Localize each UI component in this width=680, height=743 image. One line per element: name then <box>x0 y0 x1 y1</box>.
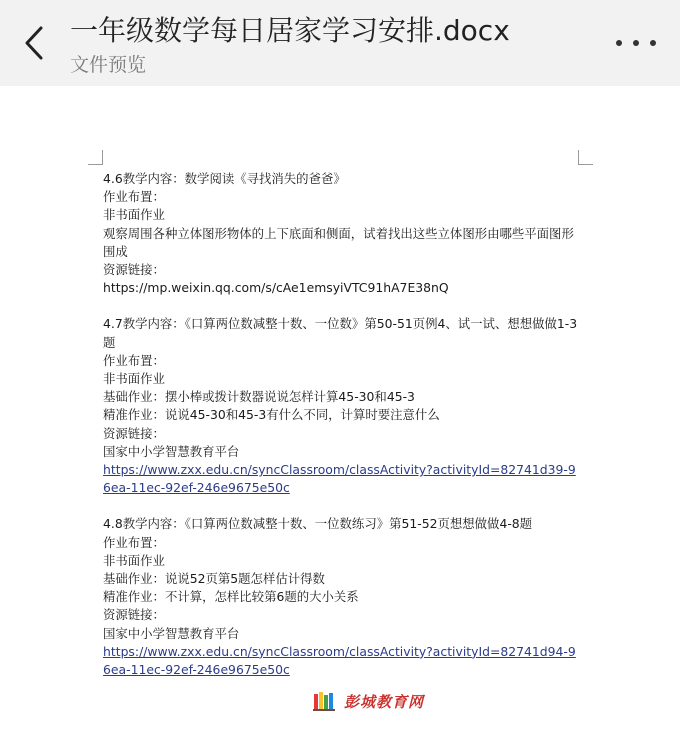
more-dot-icon <box>633 40 639 46</box>
more-dot-icon <box>650 40 656 46</box>
back-button[interactable] <box>14 20 54 66</box>
document-preview[interactable] <box>0 86 680 743</box>
doc-line: 观察周围各种立体图形物体的上下底面和侧面，试着找出这些立体图形由哪些平面图形围成 <box>103 225 574 259</box>
resource-link[interactable]: https://www.zxx.edu.cn/syncClassroom/classActivity?activityId=82741d39-96ea-11ec-92ef-246e9675e50c <box>103 462 576 496</box>
doc-line: 精准作业：说说45-30和45-3有什么不同，计算时要注意什么 <box>103 407 440 423</box>
section-title: 4.8教学内容：《口算两位数减整十数、一位数练习》第51-52页想想做做4-8题 <box>103 516 533 532</box>
doc-line: 资源链接： <box>103 425 165 441</box>
doc-line: 基础作业：摆小棒或拨计数器说说怎样计算45-30和45-3 <box>103 389 415 405</box>
resource-link[interactable]: https://www.zxx.edu.cn/syncClassroom/classActivity?activityId=82741d94-96ea-11ec-92ef-246e9675e50c <box>103 643 576 678</box>
books-logo-icon <box>312 690 338 712</box>
section-title: 4.7教学内容：《口算两位数减整十数、一位数》第50-51页例4、试一试、想想做做1-3题 <box>103 316 578 350</box>
page-corner-mark <box>578 150 593 165</box>
doc-line: 作业布置： <box>103 534 165 550</box>
doc-line: 非书面作业 <box>103 371 165 387</box>
doc-line: 资源链接： <box>103 262 165 278</box>
more-options-button[interactable] <box>616 30 656 56</box>
doc-line: 作业布置： <box>103 352 165 368</box>
chevron-left-icon <box>23 25 45 61</box>
watermark-text: 彭城教育网 <box>344 692 425 711</box>
doc-line: 资源链接： <box>103 607 165 623</box>
more-dot-icon <box>616 40 622 46</box>
file-preview-label: 文件预览 <box>70 54 147 76</box>
doc-line: 非书面作业 <box>103 552 165 568</box>
doc-line: 国家中小学智慧教育平台 <box>103 443 240 459</box>
page-corner-mark <box>88 150 103 165</box>
doc-line: 精准作业：不计算，怎样比较第6题的大小关系 <box>103 589 359 605</box>
app-header <box>0 0 680 86</box>
doc-line: 国家中小学智慧教育平台 <box>103 625 240 641</box>
document-body <box>103 170 583 679</box>
site-watermark <box>312 689 424 713</box>
section-title: 4.6教学内容：数学阅读《寻找消失的爸爸》 <box>103 171 346 186</box>
file-title: 一年级数学每日居家学习安排.docx <box>70 14 510 47</box>
doc-line: 基础作业：说说52页第5题怎样估计得数 <box>103 571 325 587</box>
doc-line: 作业布置： <box>103 189 165 205</box>
doc-line: 非书面作业 <box>103 207 165 223</box>
resource-url-text: https://mp.weixin.qq.com/s/cAe1emsyiVTC91hA7E38nQ <box>103 280 449 296</box>
